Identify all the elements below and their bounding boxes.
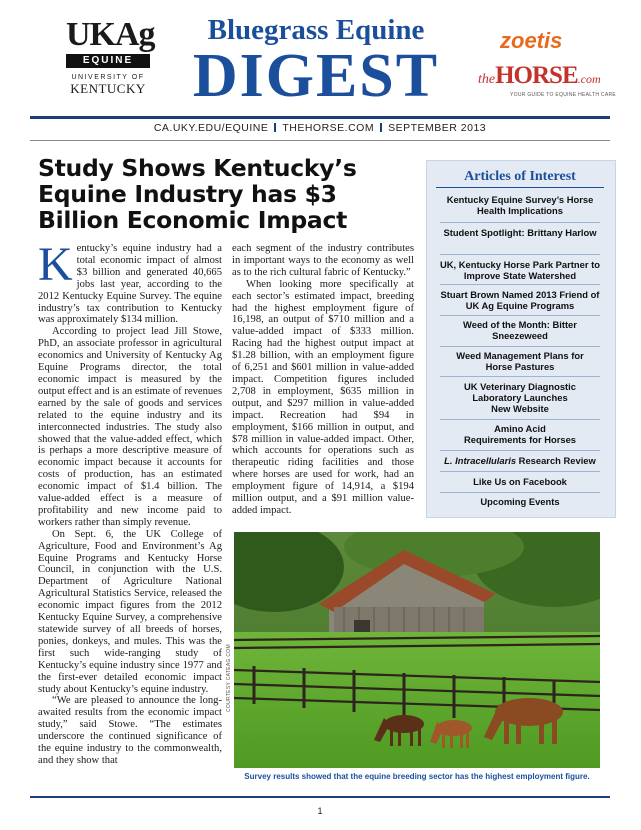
zoetis-logo[interactable]: zoetis — [500, 28, 563, 53]
article-paragraph — [38, 238, 222, 326]
sidebar-link-watershed[interactable]: UK, Kentucky Horse Park Partner to Improve State Watershed — [440, 259, 600, 281]
sidebar-divider — [440, 222, 600, 223]
thehorse-tagline: YOUR GUIDE TO EQUINE HEALTH CARE — [510, 92, 617, 98]
dateline-separator — [380, 123, 382, 132]
sidebar-divider — [440, 284, 600, 285]
photo-credit: COURTESY CATEAG.COM — [226, 644, 232, 712]
sidebar-link-horse-health[interactable]: Kentucky Equine Survey’s Horse Health Implications — [446, 194, 594, 216]
sidebar-divider — [440, 254, 600, 255]
sidebar-divider — [440, 492, 600, 493]
thehorse-the: the — [478, 72, 496, 87]
sidebar-link-weed-management[interactable]: Weed Management Plans for Horse Pastures — [456, 350, 584, 372]
thehorse-horse: HORSE — [495, 62, 578, 89]
dateline-site[interactable]: THEHORSE.COM — [282, 122, 375, 134]
sidebar-divider — [440, 471, 600, 472]
masthead-title: DIGEST — [192, 42, 440, 110]
dateline-rule — [30, 140, 610, 141]
dateline-url[interactable]: CA.UKY.EDU/EQUINE — [153, 122, 269, 134]
article-column-1 — [38, 238, 222, 767]
uk-ag-equine-logo[interactable] — [66, 18, 162, 98]
sidebar-divider — [440, 376, 600, 377]
paragraph-text: entucky’s equine industry had a total economic impact of almost $3 billion and generated 40,665 jobs last year, according to the 2012 Kentucky Equine Survey. The equine industry’s tax contribution to Kentucky was approximately $134 million. — [38, 243, 222, 326]
article-column-2 — [232, 243, 414, 517]
dateline-date: SEPTEMBER 2013 — [388, 122, 487, 134]
article-paragraph: “We are pleased to announce the long-awaited results from the economic impact study,” said Stowe. “The estimates underscore the continued significance of the equine industry to the commonwealth, and they show that — [38, 695, 222, 766]
sidebar-link-student-spotlight[interactable]: Student Spotlight: Brittany Harlow — [443, 227, 597, 238]
thehorse-logo[interactable] — [478, 62, 601, 90]
article-paragraph: On Sept. 6, the UK College of Agriculture, Food and Environment’s Ag Equine Programs and Kentucky Horse Council, in conjunction with the U.S. Department of Agriculture National Agricultural Statistics Service, released the economic impact figures from the 2012 Kentucky Equine Survey, a comprehensive statewide survey of all breeds of horses, ponies, donkeys, and mules. This was the first such wide-ranging study of Kentucky’s equine industry since 1977 and the first-ever detailed economic impact study about Kentucky’s equine industry. — [38, 528, 222, 695]
uk-university-of: UNIVERSITY OF — [71, 74, 145, 81]
article-paragraph: According to project lead Jill Stowe, PhD, an associate professor in agricultural economics and University of Kentucky Ag Equine Programs director, the total economic impact is measured by the output effect and is an estimate of revenues earned by the sale of goods and services related to the equine industry and its interconnected industries. The study also showed that the value-added effect, which is perhaps a more descriptive measure of economic impact because it accounts for costs of production, has an estimated economic impact of $1.4 billion. The value-added effect is a measure of profitability and new income paid to workers rather than simply revenue. — [38, 326, 222, 528]
sidebar-link-facebook[interactable]: Like Us on Facebook — [473, 476, 567, 487]
sidebar-divider — [440, 346, 600, 347]
sidebar-link-vet-lab[interactable]: UK Veterinary Diagnostic Laboratory Launches New Website — [463, 381, 576, 414]
dateline-separator — [274, 123, 276, 132]
sidebar-divider — [440, 419, 600, 420]
uk-kentucky: KENTUCKY — [70, 81, 146, 96]
article-paragraph: each segment of the industry contributes in important ways to the economy as well as to the rich cultural fabric of Kentucky.” — [232, 243, 414, 278]
photo-caption: Survey results showed that the equine breeding sector has the highest employment figure. — [244, 772, 590, 781]
masthead-subtitle: Bluegrass Equine — [207, 14, 425, 46]
sidebar-divider — [440, 315, 600, 316]
article-headline: Study Shows Kentucky’s Equine Industry has $3 Billion Economic Impact — [38, 154, 357, 234]
sidebar-divider — [440, 450, 600, 451]
uk-ag-logo-text: UKAg — [66, 16, 155, 53]
sidebar-italic-genus: L. Intracellularis — [444, 455, 517, 466]
sidebar-link-l-intracellularis[interactable]: L. Intracellularis Research Review — [444, 455, 596, 466]
header-rule — [30, 116, 610, 119]
uk-ag-equine-bar: EQUINE — [66, 54, 150, 68]
drop-cap: K — [38, 238, 73, 291]
sidebar-link-stuart-brown[interactable]: Stuart Brown Named 2013 Friend of UK Ag Equine Programs — [440, 289, 600, 311]
thehorse-com: .com — [577, 72, 601, 86]
sidebar-link-weed-of-month[interactable]: Weed of the Month: Bitter Sneezeweed — [463, 319, 577, 341]
horse-farm-photo — [234, 532, 600, 768]
sidebar-link-amino-acid[interactable]: Amino Acid Requirements for Horses — [463, 423, 576, 445]
sidebar-link-upcoming-events[interactable]: Upcoming Events — [480, 496, 560, 507]
article-paragraph: When looking more specifically at each sector’s estimated impact, breeding had the highest employment figure of 16,198, an output of $710 million and a value-added impact of $333 million. Racing had the highest output impact at $1.28 billion, with an employment figure of 6,251 and $601 million in value-added impact. Competition figures included 2,708 in employment, $635 million in output, and $297 million in value-added impact. Recreation had $94 in employment, $166 million in output, and $78 million in value-added impact. Other, which accounts for operations such as therapeutic riding facilities and those where horses are used for work, had an employment figure of 14,914, a $194 million output, and a $91 million value-added impact. — [232, 278, 414, 516]
sidebar-title-rule — [436, 187, 604, 188]
sidebar-title: Articles of Interest — [464, 169, 576, 184]
dateline — [30, 122, 610, 134]
footer-rule — [30, 796, 610, 798]
page-number: 1 — [317, 806, 323, 816]
